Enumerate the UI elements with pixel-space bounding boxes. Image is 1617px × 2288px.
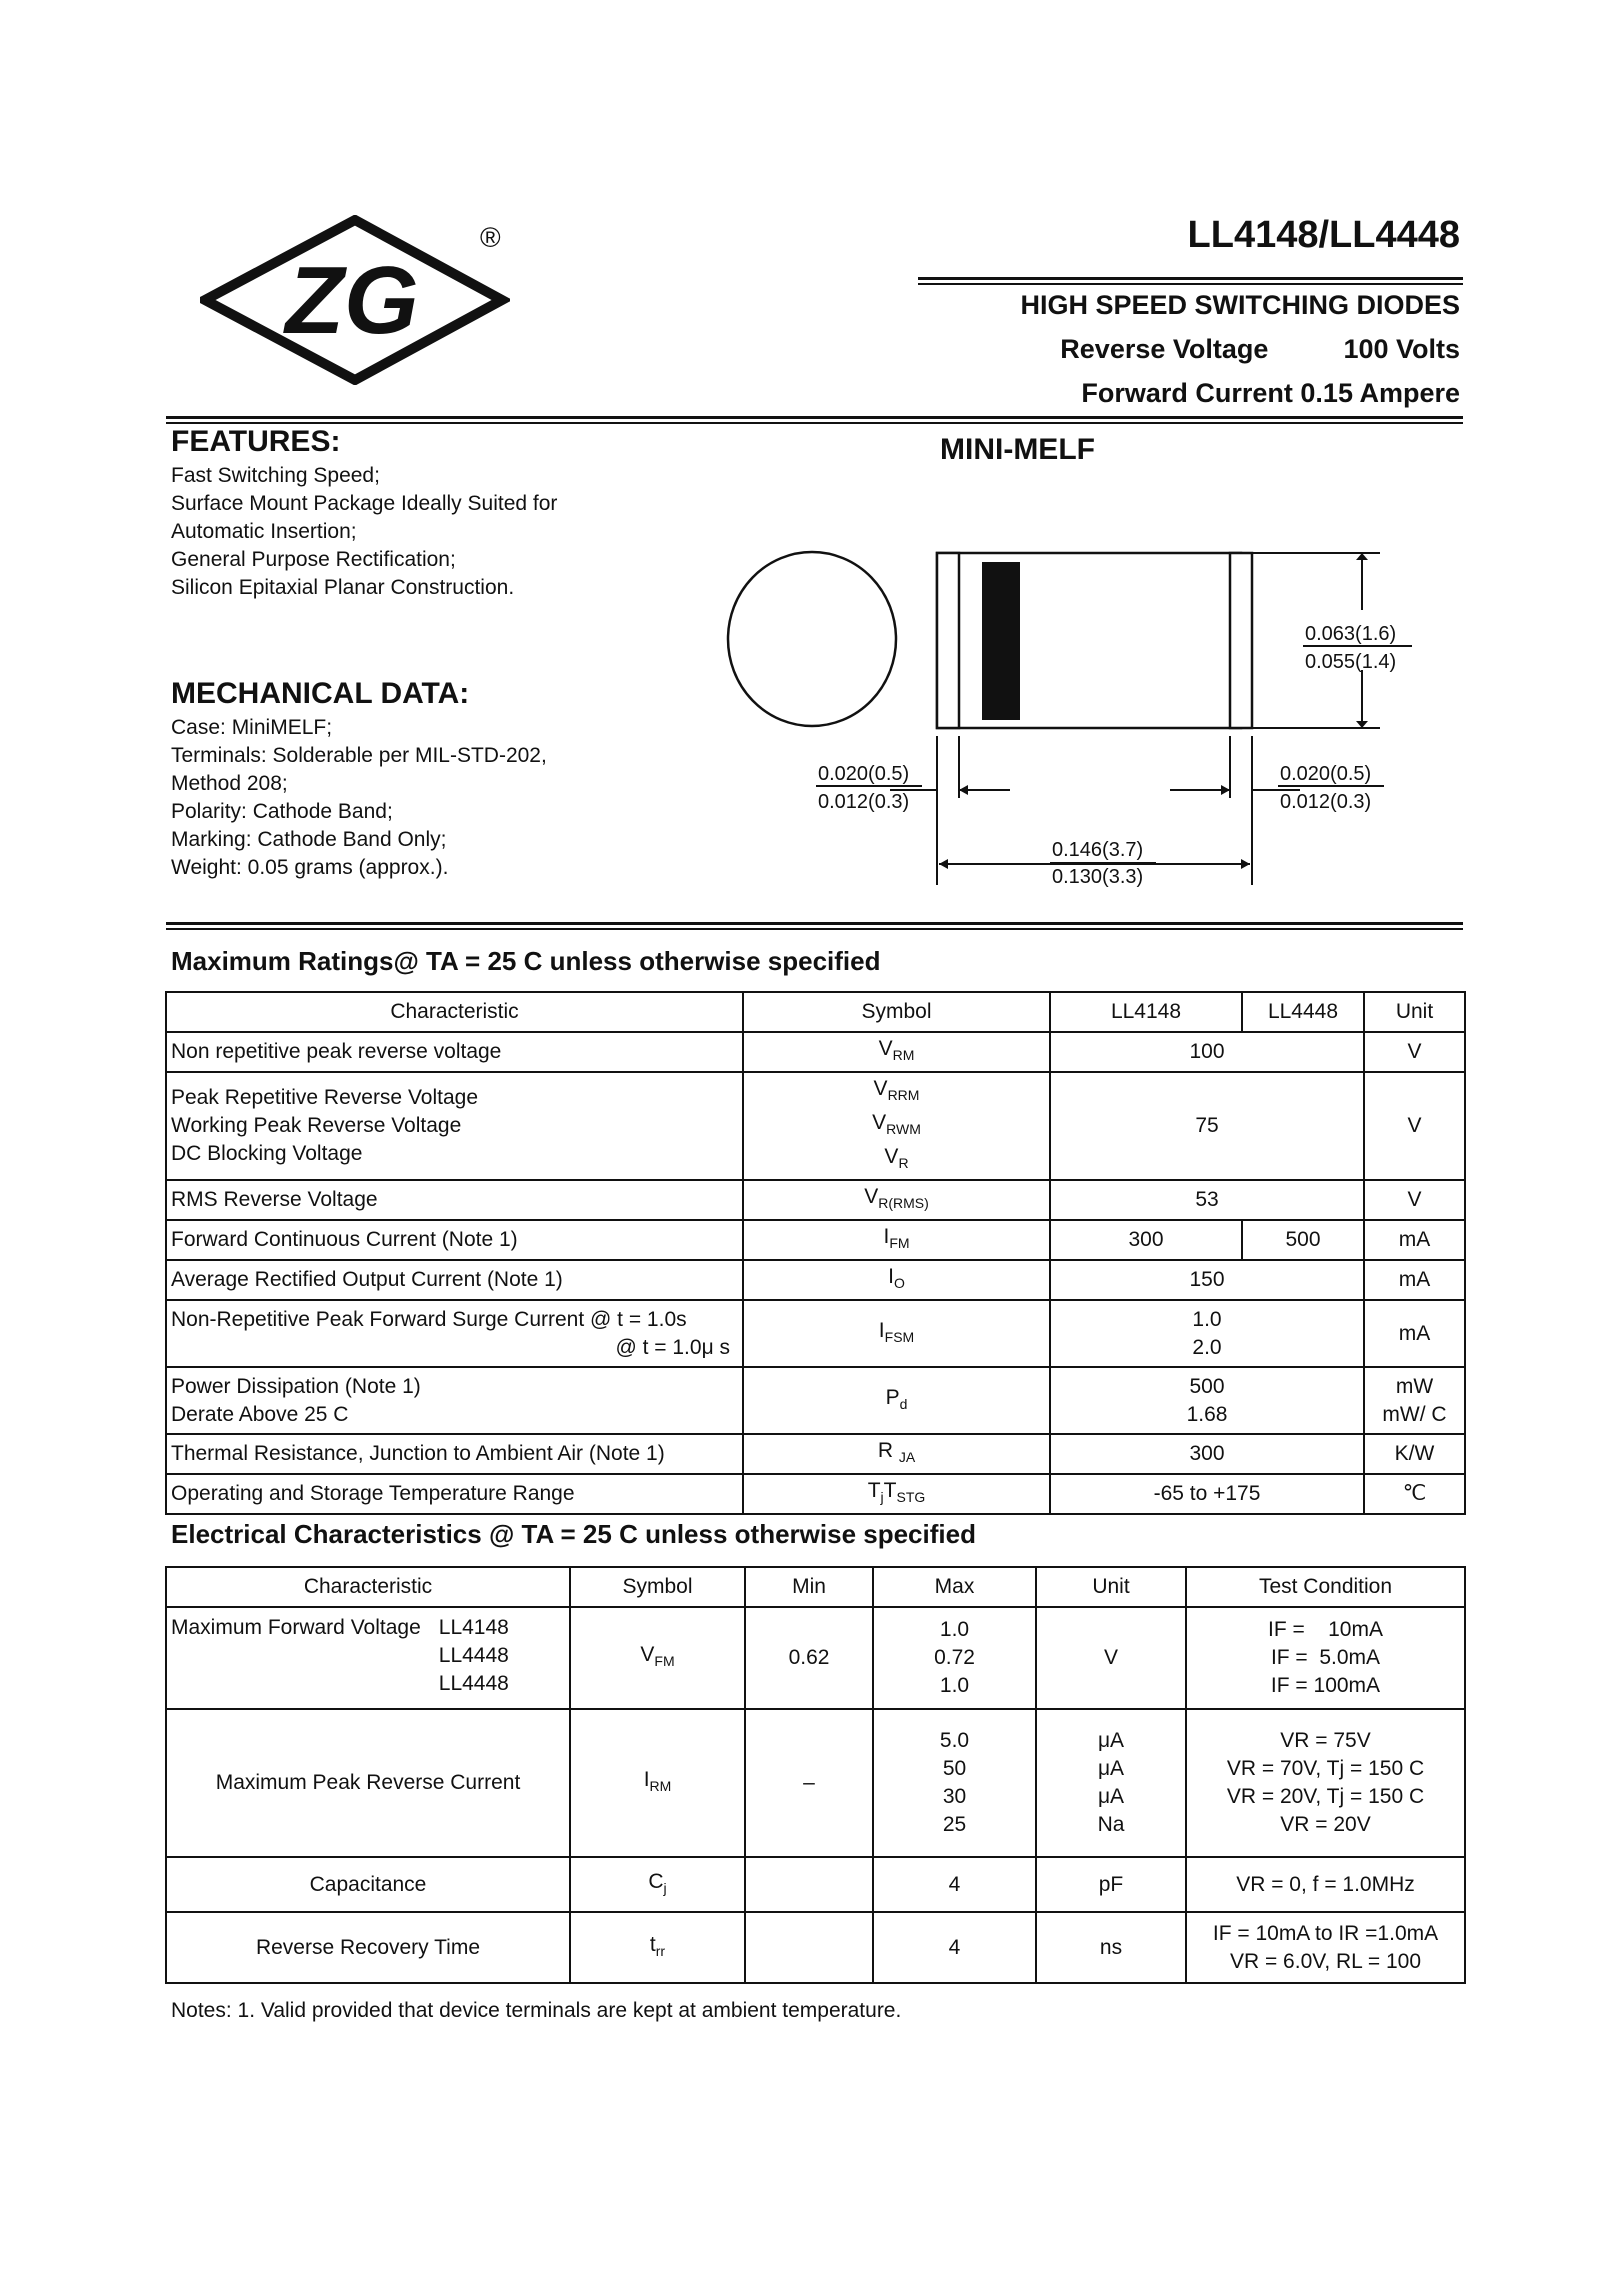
- header-min: Min: [745, 1567, 873, 1607]
- company-logo: [200, 215, 510, 385]
- end-view-circle: [728, 552, 896, 726]
- table-row: [166, 1857, 1465, 1912]
- left-cap: [937, 553, 959, 728]
- characteristic-cell: Maximum Peak Reverse Current: [166, 1709, 570, 1857]
- mechanical-item: Marking: Cathode Band Only;: [171, 828, 447, 851]
- header-symbol: Symbol: [570, 1567, 745, 1607]
- header-unit: Unit: [1364, 992, 1465, 1032]
- symbol-cell: $t_{rr}$: [570, 1912, 745, 1983]
- characteristic-cell: Maximum Forward Voltage LL4148 LL4448 LL4448: [166, 1607, 570, 1709]
- symbol-cell: $V_{RRM}$ $V_{RWM}$ $V_R$: [743, 1072, 1050, 1180]
- symbol-cell: R $_{JA}$: [743, 1434, 1050, 1474]
- section-rule-top-1: [166, 416, 1463, 419]
- feature-item: Automatic Insertion;: [171, 520, 357, 543]
- max-ratings-heading: Maximum Ratings@ TA = 25 C unless otherwise specified: [171, 946, 881, 976]
- value-cell: 500 1.68: [1050, 1367, 1364, 1434]
- header-ll4148: LL4148: [1050, 992, 1242, 1032]
- characteristic-cell: Average Rectified Output Current (Note 1): [166, 1260, 743, 1300]
- mechanical-item: Polarity: Cathode Band;: [171, 800, 393, 823]
- dim-diameter-min: 0.055(1.4): [1305, 651, 1397, 673]
- table-row: [166, 1300, 1465, 1367]
- table-row: [166, 1032, 1465, 1072]
- value-cell: 53: [1050, 1180, 1364, 1220]
- characteristic-cell: Thermal Resistance, Junction to Ambient Air (Note 1): [166, 1434, 743, 1474]
- unit-cell: mA: [1364, 1260, 1465, 1300]
- header-symbol: Symbol: [743, 992, 1050, 1032]
- value-cell-ll4148: 300: [1050, 1220, 1242, 1260]
- logo-text: ZG: [285, 247, 419, 354]
- features-heading: FEATURES:: [171, 425, 341, 458]
- header-rule-2: [918, 283, 1463, 285]
- characteristic-cell: Forward Continuous Current (Note 1): [166, 1220, 743, 1260]
- feature-item: Fast Switching Speed;: [171, 464, 380, 487]
- table-row: [166, 1607, 1465, 1709]
- test-condition-cell: VR = 75V VR = 70V, Tj = 150 C VR = 20V, Tj = 150 C VR = 20V: [1186, 1709, 1465, 1857]
- subtitle: HIGH SPEED SWITCHING DIODES: [1020, 290, 1460, 320]
- test-condition-cell: IF = 10mA to IR =1.0mA VR = 6.0V, RL = 100: [1186, 1912, 1465, 1983]
- unit-cell: V: [1364, 1072, 1465, 1180]
- section-rule-mid-2: [166, 928, 1463, 930]
- forward-current-label: Forward Current: [1081, 378, 1293, 408]
- dim-cap-left-max: 0.020(0.5): [818, 763, 910, 785]
- table-row: [166, 1220, 1465, 1260]
- test-condition-cell: IF = 10mA IF = 5.0mA IF = 100mA: [1186, 1607, 1465, 1709]
- characteristic-cell: Non-Repetitive Peak Forward Surge Current @ t = 1.0s @ t = 1.0μ s: [166, 1300, 743, 1367]
- unit-cell: mA: [1364, 1220, 1465, 1260]
- mechanical-item: Weight: 0.05 grams (approx.).: [171, 856, 449, 879]
- feature-item: General Purpose Rectification;: [171, 548, 456, 571]
- unit-cell: mA: [1364, 1300, 1465, 1367]
- feature-item: Surface Mount Package Ideally Suited for: [171, 492, 558, 515]
- characteristic-cell: Operating and Storage Temperature Range: [166, 1474, 743, 1514]
- characteristic-cell: Reverse Recovery Time: [166, 1912, 570, 1983]
- cathode-band: [982, 562, 1020, 720]
- characteristic-cell: Capacitance: [166, 1857, 570, 1912]
- forward-current-spec: [1081, 378, 1460, 409]
- dim-cap-left-min: 0.012(0.3): [818, 791, 910, 813]
- mechanical-item: Method 208;: [171, 772, 288, 795]
- min-cell: 0.62: [745, 1607, 873, 1709]
- mechanical-list: [171, 714, 547, 882]
- symbol-cell: $I_O$: [743, 1260, 1050, 1300]
- unit-cell: V: [1364, 1032, 1465, 1072]
- unit-cell: V: [1364, 1180, 1465, 1220]
- mechanical-item: Terminals: Solderable per MIL-STD-202,: [171, 744, 547, 767]
- mechanical-item: Case: MiniMELF;: [171, 716, 333, 739]
- header-ll4448: LL4448: [1242, 992, 1364, 1032]
- header-unit: Unit: [1036, 1567, 1186, 1607]
- table-row: [166, 1367, 1465, 1434]
- unit-cell: ns: [1036, 1912, 1186, 1983]
- table-row: [166, 1434, 1465, 1474]
- table-row: [166, 1912, 1465, 1983]
- features-list: [171, 462, 557, 602]
- reverse-voltage-label: Reverse Voltage: [1060, 334, 1269, 364]
- header-characteristic: Characteristic: [166, 992, 743, 1032]
- value-cell: 1.0 2.0: [1050, 1300, 1364, 1367]
- characteristic-cell: Non repetitive peak reverse voltage: [166, 1032, 743, 1072]
- table-row: [166, 1474, 1465, 1514]
- table-row: [166, 1709, 1465, 1857]
- electrical-table: [165, 1566, 1466, 1984]
- unit-cell: mW mW/ C: [1364, 1367, 1465, 1434]
- unit-cell: ℃: [1364, 1474, 1465, 1514]
- max-cell: 1.0 0.72 1.0: [873, 1607, 1036, 1709]
- header-test-condition: Test Condition: [1186, 1567, 1465, 1607]
- max-cell: 4: [873, 1912, 1036, 1983]
- mechanical-heading: MECHANICAL DATA:: [171, 677, 470, 710]
- table-header-row: [166, 992, 1465, 1032]
- characteristic-cell: RMS Reverse Voltage: [166, 1180, 743, 1220]
- min-cell: –: [745, 1709, 873, 1857]
- right-cap: [1230, 553, 1252, 728]
- symbol-cell: $I_{FM}$: [743, 1220, 1050, 1260]
- dim-length-min: 0.130(3.3): [1052, 866, 1144, 888]
- dim-cap-right-min: 0.012(0.3): [1280, 791, 1372, 813]
- dim-length-max: 0.146(3.7): [1052, 839, 1144, 861]
- registered-mark: ®: [480, 222, 501, 253]
- symbol-cell: $V_{RM}$: [743, 1032, 1050, 1072]
- max-ratings-table: [165, 991, 1466, 1515]
- electrical-heading: Electrical Characteristics @ TA = 25 C unless otherwise specified: [171, 1519, 976, 1549]
- symbol-cell: $I_{RM}$: [570, 1709, 745, 1857]
- max-cell: 5.0 50 30 25: [873, 1709, 1036, 1857]
- symbol-cell: $C_j$: [570, 1857, 745, 1912]
- value-cell-ll4448: 500: [1242, 1220, 1364, 1260]
- symbol-cell: $T_jT_{STG}$: [743, 1474, 1050, 1514]
- value-cell: 100: [1050, 1032, 1364, 1072]
- symbol-cell: $I_{FSM}$: [743, 1300, 1050, 1367]
- symbol-cell: $P_d$: [743, 1367, 1050, 1434]
- symbol-cell: $V_{FM}$: [570, 1607, 745, 1709]
- header-rule-1: [918, 277, 1463, 280]
- header-max: Max: [873, 1567, 1036, 1607]
- section-rule-top-2: [166, 422, 1463, 424]
- test-condition-cell: VR = 0, f = 1.0MHz: [1186, 1857, 1465, 1912]
- value-cell: 150: [1050, 1260, 1364, 1300]
- min-cell: [745, 1912, 873, 1983]
- feature-item: Silicon Epitaxial Planar Construction.: [171, 576, 515, 599]
- table-row: [166, 1072, 1465, 1180]
- characteristic-cell: Peak Repetitive Reverse Voltage Working Peak Reverse Voltage DC Blocking Voltage: [166, 1072, 743, 1180]
- max-cell: 4: [873, 1857, 1036, 1912]
- section-rule-mid-1: [166, 922, 1463, 925]
- dim-cap-right-max: 0.020(0.5): [1280, 763, 1372, 785]
- value-cell: 300: [1050, 1434, 1364, 1474]
- part-title: LL4148/LL4448: [1187, 214, 1460, 256]
- table-header-row: [166, 1567, 1465, 1607]
- table-row: [166, 1180, 1465, 1220]
- symbol-cell: $V_{R(RMS)}$: [743, 1180, 1050, 1220]
- reverse-voltage-spec: [1060, 334, 1460, 365]
- reverse-voltage-value: 100 Volts: [1343, 334, 1460, 364]
- package-drawing: [700, 540, 1420, 900]
- header-characteristic: Characteristic: [166, 1567, 570, 1607]
- table-row: [166, 1260, 1465, 1300]
- dim-diameter-max: 0.063(1.6): [1305, 623, 1397, 645]
- value-cell: -65 to +175: [1050, 1474, 1364, 1514]
- unit-cell: pF: [1036, 1857, 1186, 1912]
- unit-cell: μA μA μA Na: [1036, 1709, 1186, 1857]
- forward-current-value: 0.15 Ampere: [1300, 378, 1460, 408]
- unit-cell: K/W: [1364, 1434, 1465, 1474]
- min-cell: [745, 1857, 873, 1912]
- characteristic-cell: Power Dissipation (Note 1) Derate Above 25 C: [166, 1367, 743, 1434]
- unit-cell: V: [1036, 1607, 1186, 1709]
- package-name: MINI-MELF: [940, 433, 1095, 466]
- notes: Notes: 1. Valid provided that device terminals are kept at ambient temperature.: [171, 1999, 902, 2022]
- value-cell: 75: [1050, 1072, 1364, 1180]
